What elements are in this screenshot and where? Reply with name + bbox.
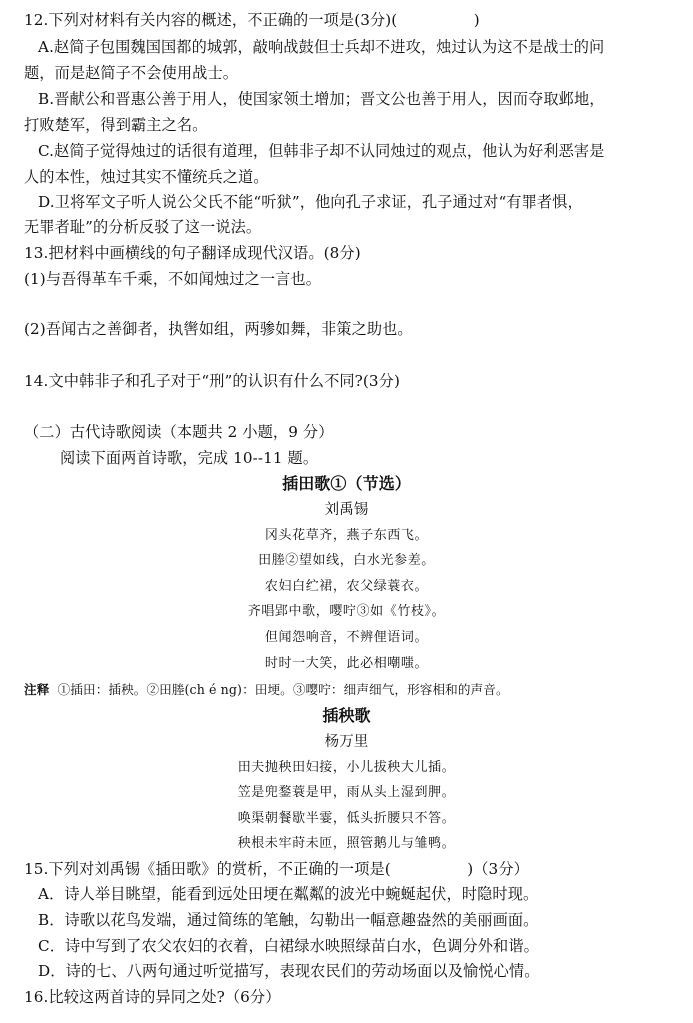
q16-stem: 16.比较这两首诗的异同之处?（6分） — [24, 988, 281, 1006]
q15-option-a: A．诗人举目眺望，能看到远处田埂在粼粼的波光中蜿蜒起伏，时隐时现。 — [38, 885, 539, 903]
q12-option-a-line1: A.赵简子包围魏国国都的城郭，敲响战鼓但士兵却不进攻，烛过认为这不是战士的问 — [38, 38, 605, 56]
q13-sentence-2: (2)吾闻古之善御者，执辔如组，两骖如舞，非策之助也。 — [24, 320, 413, 338]
poem1-author: 刘禹锡 — [324, 502, 369, 518]
poem1-line-5: 但闻怨响音，不辨俚语词。 — [264, 630, 429, 645]
poem1-line-4: 齐唱郢中歌，嘤咛③如《竹枝》。 — [247, 604, 446, 619]
poem1-line-1: 冈头花草齐，燕子东西飞。 — [264, 528, 429, 543]
poem2-line-2: 笠是兜鍪蓑是甲，雨从头上湿到胛。 — [237, 785, 456, 800]
poem2-line-4: 秧根未牢莳未匝，照管鹅儿与雏鸭。 — [237, 836, 456, 851]
q14-stem: 14.文中韩非子和孔子对于“刑”的认识有什么不同?(3分) — [24, 372, 400, 390]
poem2-line-1: 田夫抛秧田妇接，小儿拔秧大儿插。 — [237, 760, 456, 775]
poem2-line-3: 唤渠朝餐歇半霎，低头折腰只不答。 — [237, 811, 456, 826]
q13-sentence-1: (1)与吾得革车千乘，不如闻烛过之一言也。 — [24, 270, 321, 288]
note-label: 注释 — [24, 682, 50, 697]
poem2-title: 插秧歌 — [322, 706, 371, 725]
note-text: ①插田：插秧。②田塍(ch é ng)：田埂。③嘤咛：细声细气，形容相和的声音。 — [57, 682, 509, 697]
q12-option-b-line1: B.晋献公和晋惠公善于用人，使国家领土增加；晋文公也善于用人，因而夺取邺地， — [38, 90, 605, 108]
poem1-line-2: 田塍②望如线，白水光参差。 — [258, 553, 435, 568]
q12-option-d-line2: 无罪者耻”的分析反驳了这一说法。 — [24, 218, 262, 236]
q12-option-c-line1: C.赵简子觉得烛过的话很有道理，但韩非子却不认同烛过的观点，他认为好利恶害是 — [38, 142, 605, 160]
q12-option-c-line2: 人的本性，烛过其实不懂统兵之道。 — [24, 168, 269, 186]
section2-instruction: 阅读下面两首诗歌，完成 10--11 题。 — [60, 449, 319, 467]
q12-option-b-line2: 打败楚军，得到霸主之名。 — [24, 116, 208, 134]
q12-stem: 12.下列对材料有关内容的概述，不正确的一项是(3分)( ) — [24, 11, 480, 29]
poem1-line-3: 农妇白纻裙，农父绿蓑衣。 — [264, 579, 429, 594]
q15-option-b: B．诗歌以花鸟发端，通过简练的笔触，勾勒出一幅意趣盎然的美丽画面。 — [38, 911, 539, 929]
poem1-title: 插田歌①（节选） — [282, 474, 411, 493]
q13-stem: 13.把材料中画横线的句子翻译成现代汉语。(8分) — [24, 244, 361, 262]
section2-heading: （二）古代诗歌阅读（本题共 2 小题，9 分） — [24, 423, 334, 441]
q12-option-d-line1: D.卫将军文子听人说公父氏不能“听狱”，他向孔子求证，孔子通过对“有罪者惧， — [38, 193, 583, 211]
q15-stem: 15.下列对刘禹锡《插田歌》的赏析，不正确的一项是( )（3分） — [24, 860, 529, 878]
poem1-note — [24, 679, 679, 701]
q12-option-a-line2: 题，而是赵简子不会使用战士。 — [24, 64, 239, 82]
poem1-line-6: 时时一大笑，此必相嘲嗤。 — [264, 656, 429, 671]
q15-option-d: D．诗的七、八两句通过听觉描写，表现农民们的劳动场面以及愉悦心情。 — [38, 962, 540, 980]
q15-option-c: C．诗中写到了农父农妇的衣着，白裙绿水映照绿苗白水，色调分外和谐。 — [38, 937, 539, 955]
poem2-author: 杨万里 — [324, 734, 369, 750]
